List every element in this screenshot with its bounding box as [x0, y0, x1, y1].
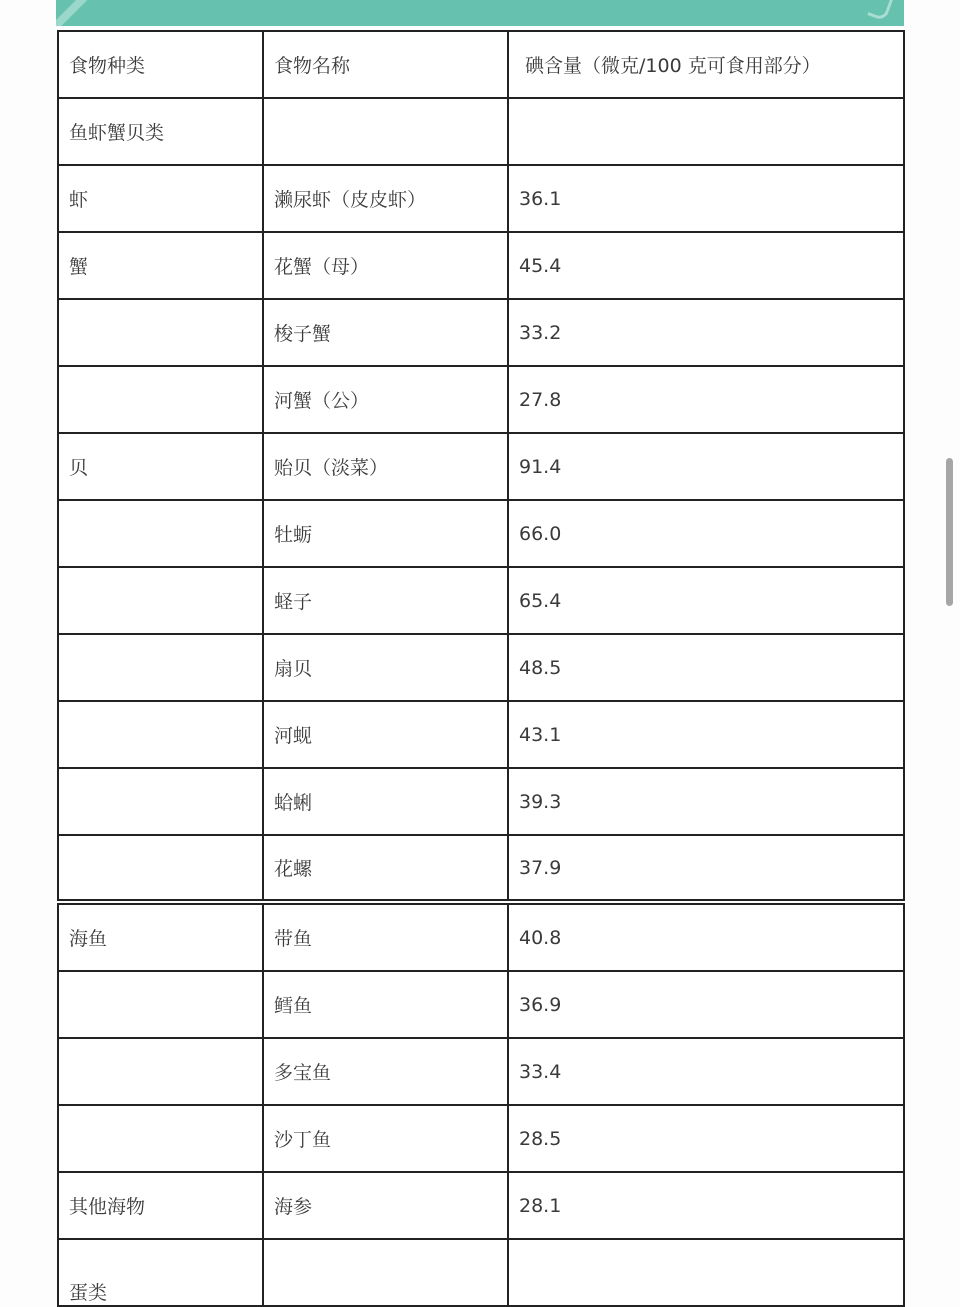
table-row [58, 701, 904, 768]
table-row [58, 768, 904, 835]
header-banner [56, 0, 904, 26]
banner-decoration-right [867, 0, 893, 21]
category-cell: 海鱼 [58, 904, 263, 971]
category-cell [58, 701, 263, 768]
iodine-value-cell: 36.1 [508, 165, 904, 232]
food-name-cell: 河蟹（公） [263, 366, 508, 433]
category-cell [58, 299, 263, 366]
iodine-value-cell: 33.2 [508, 299, 904, 366]
category-cell: 蛋类 [58, 1239, 263, 1306]
food-name-cell: 濑尿虾（皮皮虾） [263, 165, 508, 232]
food-name-cell: 海参 [263, 1172, 508, 1239]
table-row [58, 366, 904, 433]
category-cell [58, 366, 263, 433]
header-iodine-content: 碘含量（微克/100 克可食用部分） [508, 31, 904, 98]
iodine-value-cell: 91.4 [508, 433, 904, 500]
iodine-value-cell: 65.4 [508, 567, 904, 634]
category-cell [58, 971, 263, 1038]
food-name-cell: 花螺 [263, 835, 508, 900]
iodine-value-cell: 33.4 [508, 1038, 904, 1105]
table-row [58, 971, 904, 1038]
category-cell [58, 768, 263, 835]
category-cell: 鱼虾蟹贝类 [58, 98, 263, 165]
food-name-cell: 蛤蜊 [263, 768, 508, 835]
table-row [58, 1172, 904, 1239]
table-row [58, 1239, 904, 1306]
food-name-cell [263, 98, 508, 165]
food-name-cell: 带鱼 [263, 904, 508, 971]
food-name-cell: 贻贝（淡菜） [263, 433, 508, 500]
iodine-content-table [57, 30, 905, 901]
iodine-content-table-continued [57, 903, 905, 1307]
iodine-value-cell: 36.9 [508, 971, 904, 1038]
iodine-value-cell: 40.8 [508, 904, 904, 971]
category-cell [58, 1038, 263, 1105]
food-name-cell: 牡蛎 [263, 500, 508, 567]
food-name-cell: 蛏子 [263, 567, 508, 634]
food-name-cell: 鳕鱼 [263, 971, 508, 1038]
table-row [58, 567, 904, 634]
category-cell [58, 1105, 263, 1172]
vertical-scrollbar[interactable] [946, 458, 953, 606]
banner-decoration-left [56, 0, 92, 26]
food-name-cell: 梭子蟹 [263, 299, 508, 366]
iodine-value-cell: 28.5 [508, 1105, 904, 1172]
category-cell [58, 500, 263, 567]
table-row [58, 232, 904, 299]
iodine-value-cell [508, 1239, 904, 1306]
iodine-value-cell: 37.9 [508, 835, 904, 900]
table-row [58, 165, 904, 232]
table-row [58, 500, 904, 567]
category-cell [58, 634, 263, 701]
category-cell [58, 567, 263, 634]
table-row [58, 299, 904, 366]
category-cell: 蟹 [58, 232, 263, 299]
category-cell: 其他海物 [58, 1172, 263, 1239]
food-name-cell [263, 1239, 508, 1306]
food-name-cell: 河蚬 [263, 701, 508, 768]
food-name-cell: 扇贝 [263, 634, 508, 701]
header-category: 食物种类 [58, 31, 263, 98]
iodine-value-cell: 27.8 [508, 366, 904, 433]
iodine-value-cell: 39.3 [508, 768, 904, 835]
table-row [58, 98, 904, 165]
table-row [58, 1105, 904, 1172]
food-name-cell: 多宝鱼 [263, 1038, 508, 1105]
table-row [58, 1038, 904, 1105]
table-header-row [58, 31, 904, 98]
iodine-value-cell: 28.1 [508, 1172, 904, 1239]
table-row [58, 433, 904, 500]
iodine-value-cell: 66.0 [508, 500, 904, 567]
iodine-value-cell: 43.1 [508, 701, 904, 768]
table-row [58, 835, 904, 900]
category-cell: 虾 [58, 165, 263, 232]
category-cell [58, 835, 263, 900]
category-cell: 贝 [58, 433, 263, 500]
iodine-value-cell: 48.5 [508, 634, 904, 701]
iodine-value-cell [508, 98, 904, 165]
table-row [58, 904, 904, 971]
table-row [58, 634, 904, 701]
iodine-value-cell: 45.4 [508, 232, 904, 299]
header-food-name: 食物名称 [263, 31, 508, 98]
food-name-cell: 花蟹（母） [263, 232, 508, 299]
food-name-cell: 沙丁鱼 [263, 1105, 508, 1172]
